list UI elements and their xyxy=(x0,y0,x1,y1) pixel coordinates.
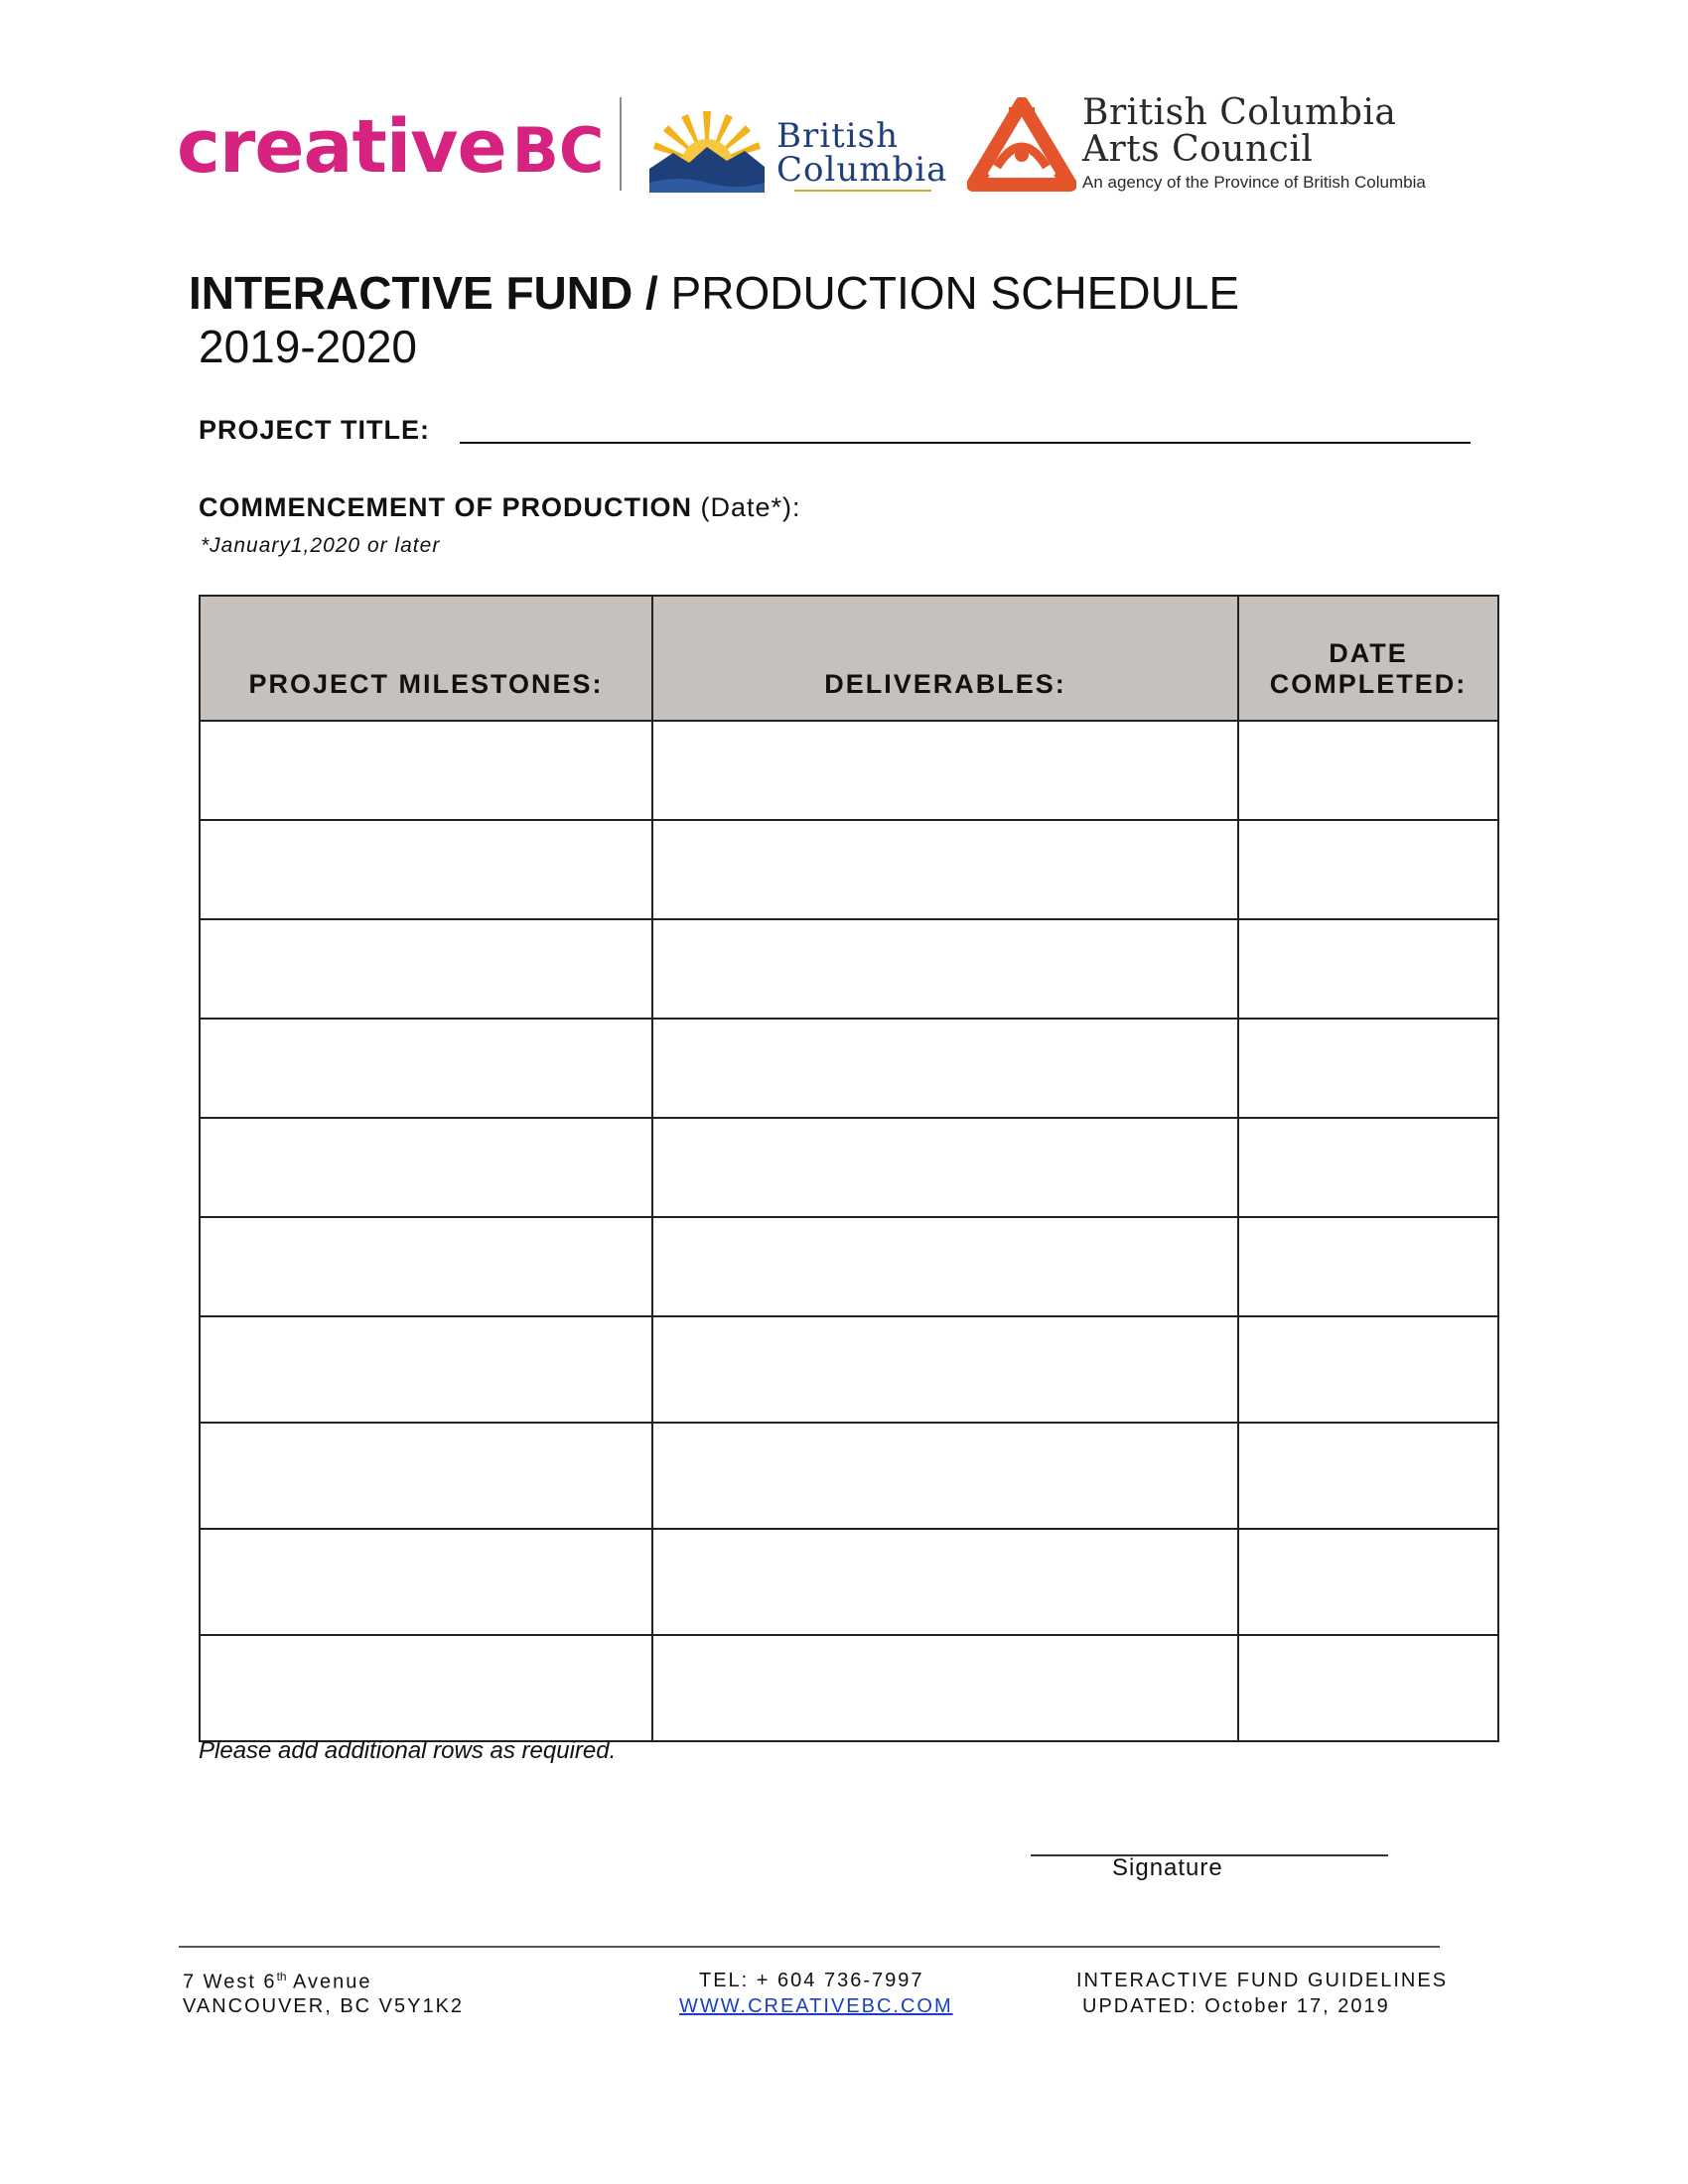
milestone-cell[interactable] xyxy=(200,1635,652,1741)
column-header-milestones: PROJECT MILESTONES: xyxy=(200,596,652,721)
address-street-number: 7 West 6 xyxy=(183,1971,277,1993)
footer-divider xyxy=(179,1946,1440,1948)
commencement-note: *January1,2020 or later xyxy=(201,534,441,557)
table-row xyxy=(200,721,1498,820)
milestone-cell[interactable] xyxy=(200,1019,652,1118)
date-completed-cell[interactable] xyxy=(1238,1118,1498,1217)
title-regular-part: PRODUCTION SCHEDULE xyxy=(657,267,1240,319)
bc-wordmark-line1: British xyxy=(776,116,899,156)
milestone-cell[interactable] xyxy=(200,1217,652,1316)
milestone-cell[interactable] xyxy=(200,1423,652,1529)
arts-council-wordmark xyxy=(1082,92,1426,193)
title-bold-part: INTERACTIVE FUND / xyxy=(189,267,658,319)
date-completed-cell[interactable] xyxy=(1238,1217,1498,1316)
footer-updated-date: UPDATED: October 17, 2019 xyxy=(1082,1995,1390,2017)
date-completed-cell[interactable] xyxy=(1238,1423,1498,1529)
milestone-cell[interactable] xyxy=(200,1316,652,1423)
address-street-name: Avenue xyxy=(286,1971,372,1993)
date-completed-cell[interactable] xyxy=(1238,820,1498,919)
table-row xyxy=(200,1118,1498,1217)
project-title-label: PROJECT TITLE: xyxy=(199,415,431,445)
table-row xyxy=(200,1635,1498,1741)
deliverable-cell[interactable] xyxy=(652,1316,1238,1423)
logo-divider xyxy=(620,97,622,191)
date-completed-cell[interactable] xyxy=(1238,721,1498,820)
production-schedule-table xyxy=(199,595,1499,1742)
date-completed-cell[interactable] xyxy=(1238,1635,1498,1741)
date-completed-cell[interactable] xyxy=(1238,1316,1498,1423)
deliverable-cell[interactable] xyxy=(652,1118,1238,1217)
table-row xyxy=(200,1316,1498,1423)
commencement-label xyxy=(199,492,801,523)
bc-wordmark-underline xyxy=(794,190,931,192)
milestone-cell[interactable] xyxy=(200,721,652,820)
milestone-cell[interactable] xyxy=(200,1529,652,1635)
deliverable-cell[interactable] xyxy=(652,1529,1238,1635)
footer-website-link[interactable]: WWW.CREATIVEBC.COM xyxy=(679,1995,953,2017)
signature-label: Signature xyxy=(1112,1854,1223,1881)
milestone-cell[interactable] xyxy=(200,820,652,919)
arts-council-emblem-icon xyxy=(967,97,1076,193)
commencement-label-date: (Date*): xyxy=(691,492,801,522)
deliverable-cell[interactable] xyxy=(652,721,1238,820)
table-row xyxy=(200,820,1498,919)
table-row xyxy=(200,1019,1498,1118)
title-year: 2019-2020 xyxy=(199,321,417,372)
date-completed-cell[interactable] xyxy=(1238,1529,1498,1635)
arts-wordmark-tagline: An agency of the Province of British Columbia xyxy=(1082,173,1426,193)
page-title xyxy=(189,266,1239,320)
arts-wordmark-line1: British Columbia xyxy=(1082,92,1397,133)
date-header-line2: COMPLETED: xyxy=(1269,668,1468,699)
date-completed-cell[interactable] xyxy=(1238,919,1498,1019)
table-header-row xyxy=(200,596,1498,721)
deliverable-cell[interactable] xyxy=(652,820,1238,919)
address-ordinal-suffix: th xyxy=(276,1970,287,1983)
deliverable-cell[interactable] xyxy=(652,1423,1238,1529)
project-title-field[interactable] xyxy=(460,442,1471,444)
footer-address-line1 xyxy=(183,1970,372,1994)
british-columbia-sun-emblem-icon xyxy=(645,103,769,193)
deliverable-cell[interactable] xyxy=(652,1217,1238,1316)
table-row xyxy=(200,919,1498,1019)
date-completed-cell[interactable] xyxy=(1238,1019,1498,1118)
additional-rows-note: Please add additional rows as required. xyxy=(199,1737,617,1764)
commencement-label-bold: COMMENCEMENT OF PRODUCTION xyxy=(199,492,692,522)
bc-wordmark-line2: Columbia xyxy=(776,150,948,190)
column-header-date-completed xyxy=(1238,596,1498,721)
deliverable-cell[interactable] xyxy=(652,919,1238,1019)
table-row xyxy=(200,1529,1498,1635)
arts-wordmark-line2: Arts Council xyxy=(1082,128,1314,170)
table-row xyxy=(200,1423,1498,1529)
milestone-cell[interactable] xyxy=(200,919,652,1019)
date-header-line1: DATE xyxy=(1329,637,1408,668)
table-row xyxy=(200,1217,1498,1316)
milestone-cell[interactable] xyxy=(200,1118,652,1217)
creative-logo-word: creative xyxy=(177,104,506,190)
footer-telephone: TEL: + 604 736-7997 xyxy=(699,1970,924,1991)
creative-bc-logo xyxy=(177,104,604,194)
footer-guidelines-label: INTERACTIVE FUND GUIDELINES xyxy=(1076,1970,1449,1991)
deliverable-cell[interactable] xyxy=(652,1635,1238,1741)
deliverable-cell[interactable] xyxy=(652,1019,1238,1118)
column-header-deliverables: DELIVERABLES: xyxy=(652,596,1238,721)
british-columbia-wordmark xyxy=(776,116,948,190)
footer-address-line2: VANCOUVER, BC V5Y1K2 xyxy=(183,1995,465,2017)
creative-logo-bc: BC xyxy=(511,114,605,187)
